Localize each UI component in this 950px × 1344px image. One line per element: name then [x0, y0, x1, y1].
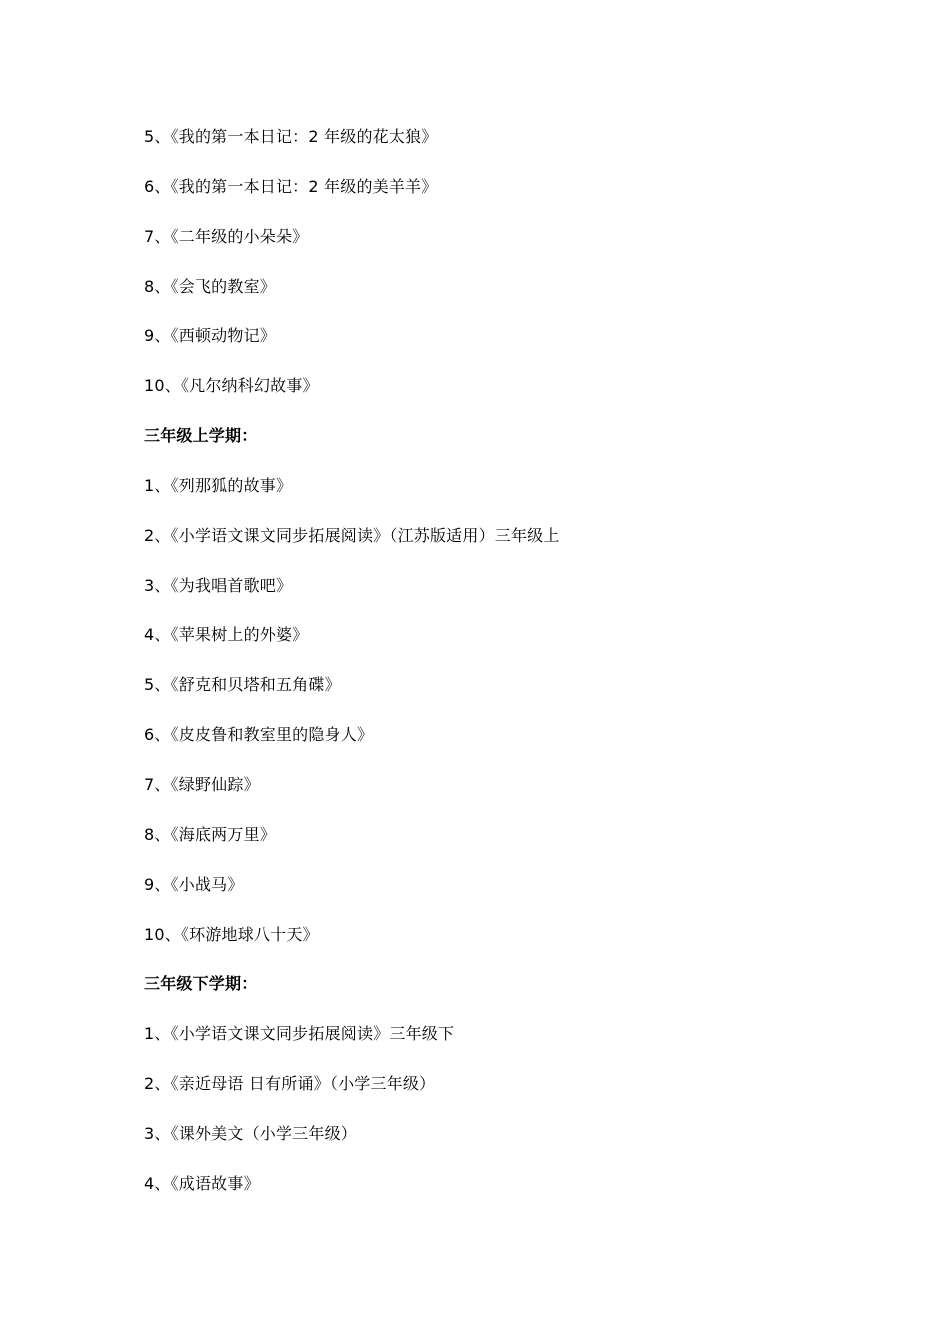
list-item: 5、《我的第一本日记：2 年级的花太狼》: [144, 127, 438, 146]
list-item: 3、《为我唱首歌吧》: [144, 575, 293, 595]
list-item: 9、《西顿动物记》: [144, 326, 276, 346]
list-item: 2、《亲近母语 日有所诵》（小学三年级）: [144, 1074, 436, 1094]
list-item: 7、《绿野仙踪》: [144, 774, 260, 794]
list-item: 4、《成语故事》: [144, 1173, 260, 1193]
list-item: 4、《苹果树上的外婆》: [144, 625, 309, 645]
section-heading: 三年级下学期：: [144, 974, 258, 994]
list-item: 7、《二年级的小朵朵》: [144, 226, 309, 246]
list-item: 9、《小战马》: [144, 874, 244, 894]
reading-list: [144, 124, 904, 1221]
list-item: 10、《环游地球八十天》: [144, 924, 319, 944]
list-item: 8、《会飞的教室》: [144, 276, 276, 296]
list-item: 6、《皮皮鲁和教室里的隐身人》: [144, 725, 374, 745]
list-item: 8、《海底两万里》: [144, 824, 276, 844]
list-item: 2、《小学语文课文同步拓展阅读》（江苏版适用）三年级上: [144, 525, 560, 545]
list-item: 6、《我的第一本日记：2 年级的美羊羊》: [144, 176, 438, 196]
list-item: 1、《小学语文课文同步拓展阅读》三年级下: [144, 1024, 455, 1044]
list-item: 1、《列那狐的故事》: [144, 475, 293, 495]
list-item: 10、《凡尔纳科幻故事》: [144, 376, 319, 396]
list-item: 3、《课外美文（小学三年级）: [144, 1123, 357, 1143]
section-heading: 三年级上学期：: [144, 426, 258, 446]
list-item: 5、《舒克和贝塔和五角碟》: [144, 675, 341, 695]
